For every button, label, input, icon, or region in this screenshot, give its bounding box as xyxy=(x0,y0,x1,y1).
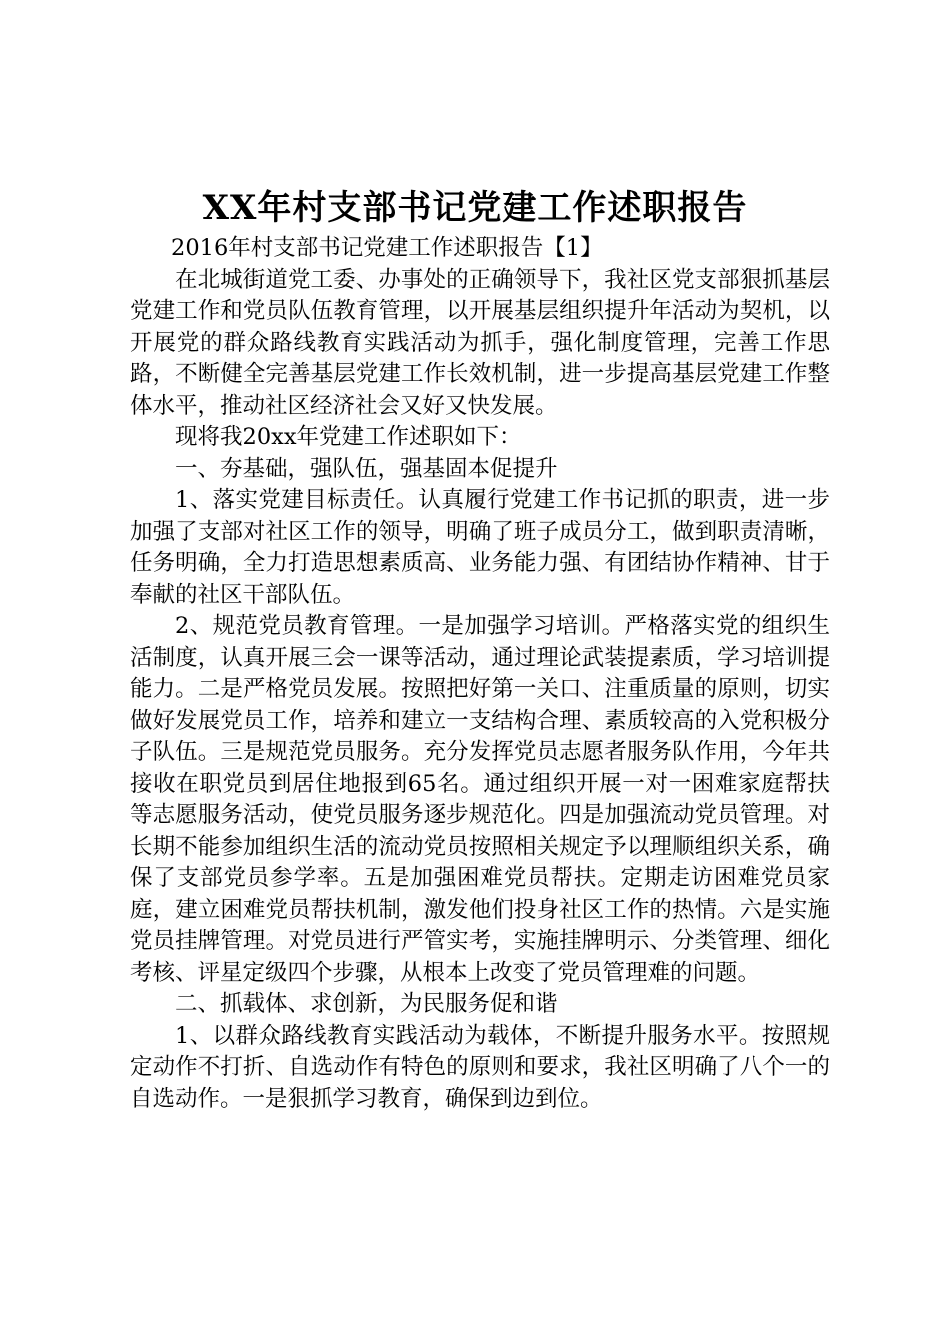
paragraph-item-2-1: 1、以群众路线教育实践活动为载体，不断提升服务水平。按照规定动作不打折、自选动作有特色的原则和要求，我社区明确了八个一的自选动作。一是狠抓学习教育，确保到边到位。 xyxy=(130,1022,830,1112)
document-body xyxy=(130,233,830,1115)
paragraph-subtitle: 2016年村支部书记党建工作述职报告【1】 xyxy=(171,235,603,261)
paragraph-summary-lead: 现将我20xx年党建工作述职如下： xyxy=(175,424,522,450)
paragraph-item-1-2: 2、规范党员教育管理。一是加强学习培训。严格落实党的组织生活制度，认真开展三会一课等活动，通过理论武装提素质，学习培训提能力。二是严格党员发展。按照把好第一关口、注重质量的原则，切实做好发展党员工作，培养和建立一支结构合理、素质较高的入党积极分子队伍。三是规范党员服务。充分发挥党员志愿者服务队作用，今年共接收在职党员到居住地报到65名。通过组织开展一对一困难家庭帮扶等志愿服务活动，使党员服务逐步规范化。四是加强流动党员管理。对长期不能参加组织生活的流动党员按照相关规定予以理顺组织关系，确保了支部党员参学率。五是加强困难党员帮扶。定期走访困难党员家庭，建立困难党员帮扶机制，激发他们投身社区工作的热情。六是实施党员挂牌管理。对党员进行严管实考，实施挂牌明示、分类管理、细化考核、评星定级四个步骤，从根本上改变了党员管理难的问题。 xyxy=(130,613,830,986)
section-heading-1: 一、夯基础，强队伍，强基固本促提升 xyxy=(175,455,558,482)
document-title: XX年村支部书记党建工作述职报告 xyxy=(202,188,748,228)
section-heading-2: 二、抓载体、求创新，为民服务促和谐 xyxy=(175,991,558,1017)
paragraph-item-1-1: 1、落实党建目标责任。认真履行党建工作书记抓的职责，进一步加强了支部对社区工作的领导，明确了班子成员分工，做到职责清晰，任务明确，全力打造思想素质高、业务能力强、有团结协作精神、甘于奉献的社区干部队伍。 xyxy=(130,487,830,608)
paragraph-intro: 在北城街道党工委、办事处的正确领导下，我社区党支部狠抓基层党建工作和党员队伍教育管理，以开展基层组织提升年活动为契机，以开展党的群众路线教育实践活动为抓手，强化制度管理，完善工作思路，不断健全完善基层党建工作长效机制，进一步提高基层党建工作整体水平，推动社区经济社会又好又快发展。 xyxy=(130,266,830,419)
